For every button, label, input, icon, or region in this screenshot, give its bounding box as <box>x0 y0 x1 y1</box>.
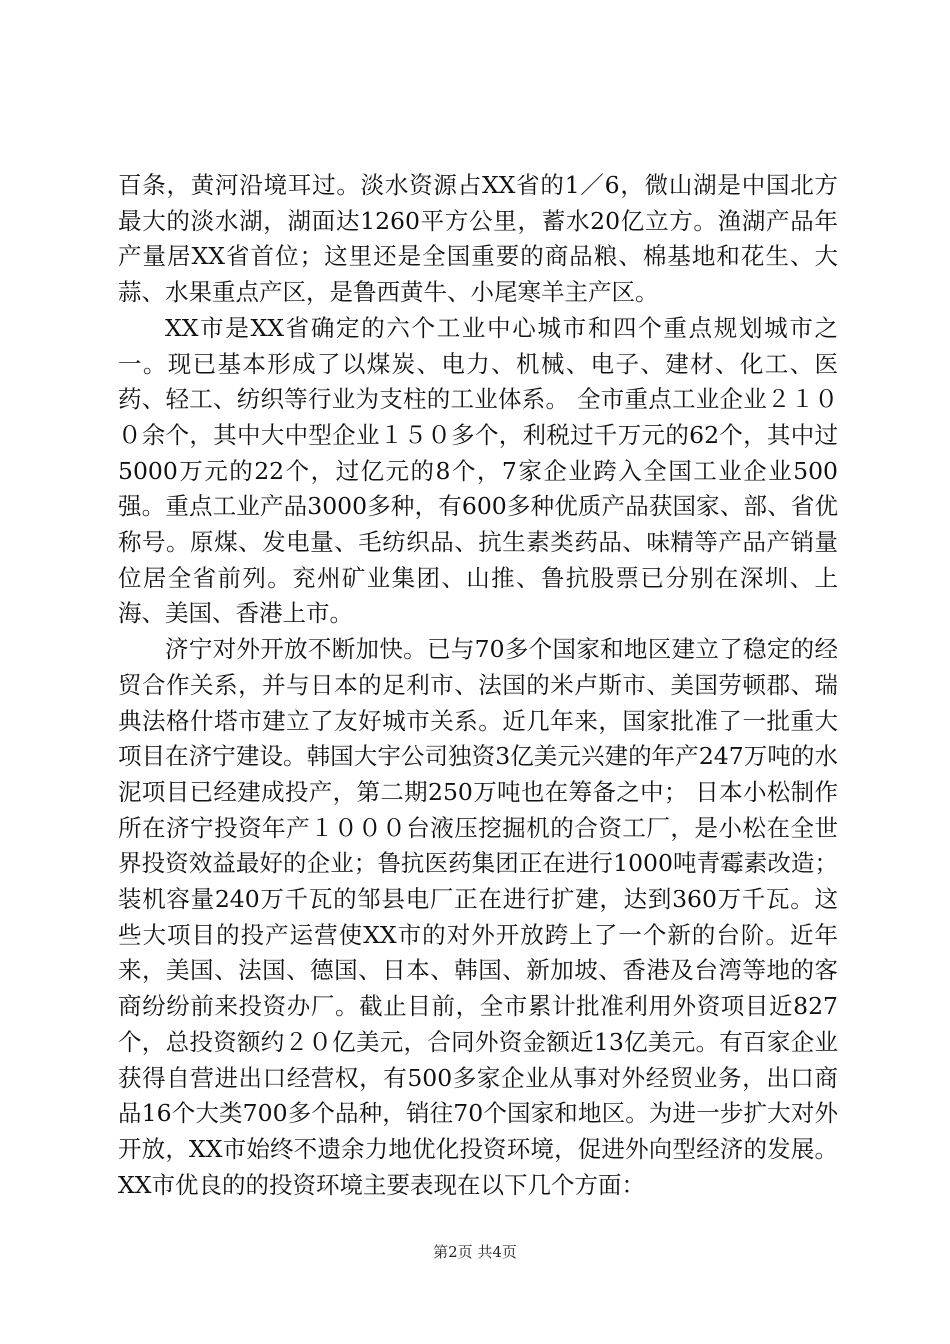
paragraph-opening-up: 济宁对外开放不断加快。已与70多个国家和地区建立了稳定的经贸合作关系，并与日本的足利市、法国的米卢斯市、美国劳顿郡、瑞典法格什塔市建立了友好城市关系。近几年来，国家批准了一批重大项目在济宁建设。韩国大宇公司独资3亿美元兴建的年产247万吨的水泥项目已经建成投产，第二期250万吨也在筹备之中； 日本小松制作所在济宁投资年产１０００台液压挖掘机的合资工厂，是小松在全世界投资效益最好的企业；鲁抗医药集团正在进行1000吨青霉素改造； 装机容量240万千瓦的邹县电厂正在进行扩建，达到360万千瓦。这些大项目的投产运营使XX市的对外开放跨上了一个新的台阶。近年来，美国、法国、德国、日本、韩国、新加坡、香港及台湾等地的客商纷纷前来投资办厂。截止目前，全市累计批准利用外资项目近827个，总投资额约２０亿美元，合同外资金额近13亿美元。有百家企业获得自营进出口经营权，有500多家企业从事对外经贸业务，出口商品16个大类700多个品种，销往70个国家和地区。为进一步扩大对外开放，XX市始终不遗余力地优化投资环境，促进外向型经济的发展。XX市优良的的投资环境主要表现在以下几个方面： <box>118 635 838 1199</box>
paragraph-industry: XX市是XX省确定的六个工业中心城市和四个重点规划城市之一。现已基本形成了以煤炭、电力、机械、电子、建材、化工、医药、轻工、纺织等行业为支柱的工业体系。 全市重点工业企业２１００余个，其中大中型企业１５０多个，利税过千万元的62个，其中过5000万元的22个，过亿元的8个，7家企业跨入全国工业企业500强。重点工业产品3000多种，有600多种优质产品获国家、部、省优称号。原煤、发电量、毛纺织品、抗生素类药品、味精等产品产销量位居全省前列。兖州矿业集团、山推、鲁抗股票已分别在深圳、上海、美国、香港上市。 <box>118 313 838 628</box>
paragraph-continuation: 百条，黄河沿境耳过。淡水资源占XX省的1／6，微山湖是中国北方最大的淡水湖，湖面达1260平方公里，蓄水20亿立方。渔湖产品年产量居XX省首位；这里还是全国重要的商品粮、棉基地和花生、大蒜、水果重点产区，是鲁西黄牛、小尾寒羊主产区。 <box>118 171 838 307</box>
page-number-footer: 第2页 共4页 <box>433 1243 517 1261</box>
document-body <box>118 168 838 1203</box>
